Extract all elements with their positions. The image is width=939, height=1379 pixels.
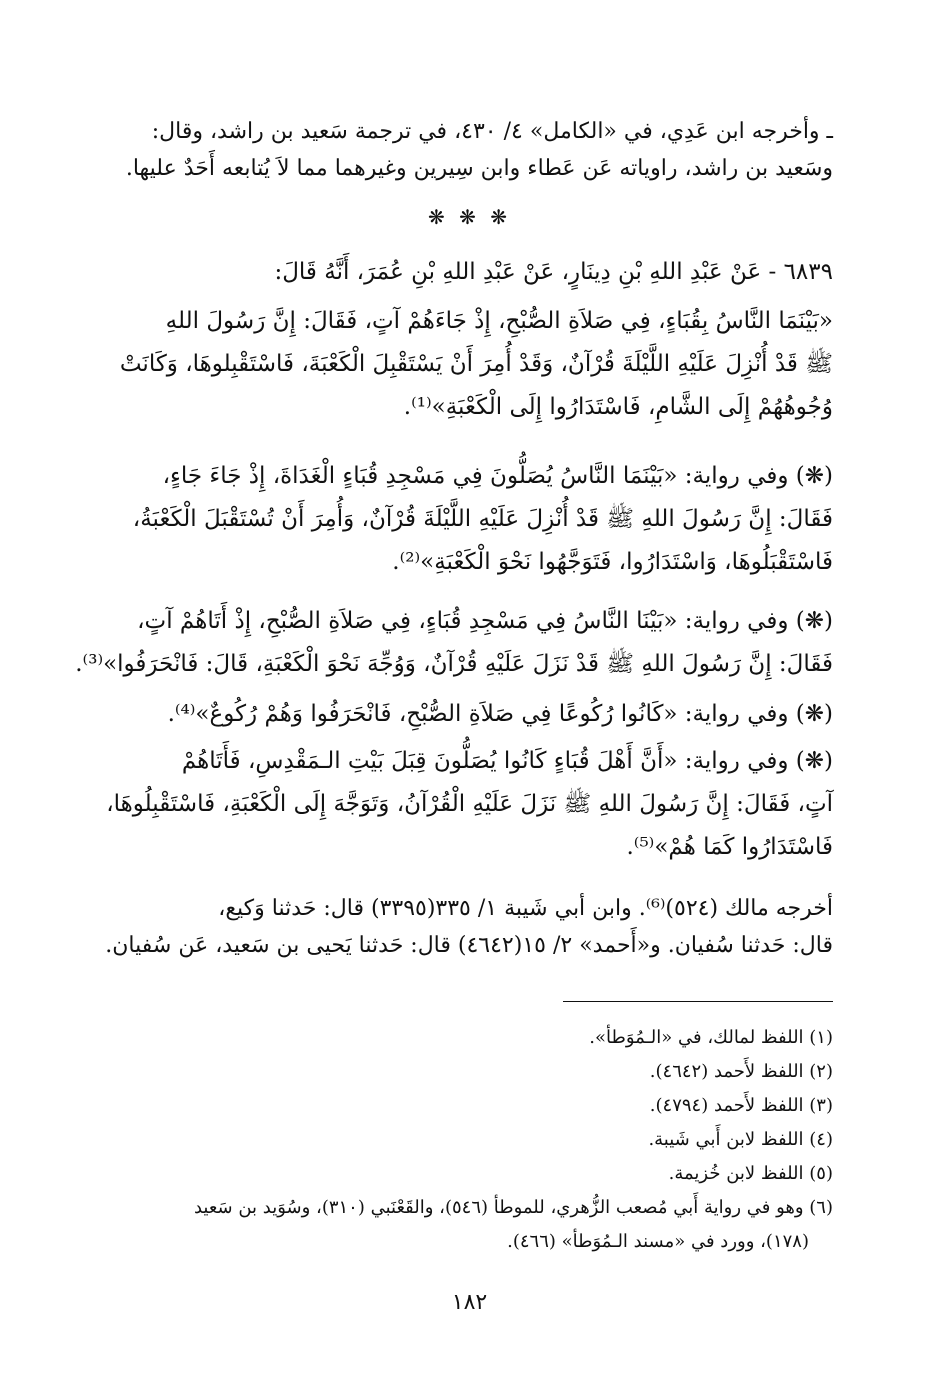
footnote-item: (١٧٨)، وورد في «مسند الـمُوَطأ» (٤٦٦).	[507, 1231, 809, 1252]
page-number: ١٨٢	[451, 1290, 488, 1315]
riwaya-line: فَقَالَ: إِنَّ رَسُولَ اللهِ ﷺ قَدْ نَزَلَ عَلَيْهِ قُرْآنٌ، وَوُجِّهَ نَحْوَ الْكَعْبَةِ، قَالَ: فَانْحَرَفُوا»⁽³⁾.	[75, 651, 833, 677]
hadith-main-line: «بَيْنَمَا النَّاسُ بِقُبَاءٍ، فِي صَلاَةِ الصُّبْحِ، إِذْ جَاءَهُمْ آتٍ، فَقَالَ: إِنَّ رَسُولَ اللهِ	[165, 308, 833, 334]
riwaya-line: (❋) وفي رواية: «كَانُوا رُكُوعًا فِي صَلاَةِ الصُّبْحِ، فَانْحَرَفُوا وَهُمْ رُكُوعٌ»⁽⁴⁾.	[167, 701, 833, 727]
footnote-divider	[563, 1001, 833, 1002]
hadith-main-text	[109, 300, 833, 429]
riwaya-line: (❋) وفي رواية: «بَيْنَمَا النَّاسُ يُصَلُّونَ فِي مَسْجِدِ قُبَاءٍ الْغَدَاةَ، إِذْ جَاءَ جَاءٍ،	[162, 463, 833, 489]
takhrij-line-1: أخرجه مالك (٥٢٤)⁽⁶⁾. وابن أبي شَيبة ١/ ٣٣٥(٣٣٩٥) قال: حَدثنا وَكيع،	[218, 896, 833, 921]
hadith-main-line: وُجُوهُهُمْ إِلَى الشَّامِ، فَاسْتَدَارُوا إِلَى الْكَعْبَةِ»⁽¹⁾.	[403, 394, 833, 420]
riwaya-line: آتٍ، فَقَالَ: إِنَّ رَسُولَ اللهِ ﷺ نَزَلَ عَلَيْهِ الْقُرْآنُ، وَتَوَجَّهَ إِلَى الْكَعْبَةِ، فَاسْتَقْبِلُوهَا،	[106, 791, 833, 817]
riwaya-line: (❋) وفي رواية: «بَيْنَا النَّاسُ فِي مَسْجِدِ قُبَاءٍ، فِي صَلاَةِ الصُّبْحِ، إِذْ أَتَاهُمْ آتٍ،	[137, 608, 833, 634]
footnote-item: (٦) وهو في رواية أَبي مُصعب الزُّهري، للموطأ (٥٤٦)، والقَعْنَبي (٣١٠)، وسُوَيد بن سَعيد	[193, 1197, 833, 1218]
footnote-item: (٤) اللفظ لابن أَبي شَيبة.	[648, 1129, 833, 1150]
riwaya-line: فَاسْتَدَارُوا كَمَا هُمْ»⁽⁵⁾.	[626, 834, 833, 860]
hadith-number-line: ٦٨٣٩ - عَنْ عَبْدِ اللهِ بْنِ دِينَارٍ، عَنْ عَبْدِ اللهِ بْنِ عُمَرَ، أَنَّهُ قَالَ:	[274, 259, 833, 285]
riwaya-line: فَقَالَ: إِنَّ رَسُولَ اللهِ ﷺ قَدْ أُنْزِلَ عَلَيْهِ اللَّيْلَةَ قُرْآنٌ، وَأُمِرَ أَنْ تُسْتَقْبَلَ الْكَعْبَةُ،	[132, 506, 833, 532]
takhrij-line-2: قال: حَدثنا سُفيان. و«أَحمد» ٢/ ١٥(٤٦٤٢) قال: حَدثنا يَحيى بن سَعيد، عَن سُفيان.	[105, 933, 833, 958]
riwaya-1	[109, 455, 833, 584]
footnote-item: (٥) اللفظ لابن خُزيمة.	[668, 1163, 833, 1184]
intro-line-2: وسَعيد بن راشد، راوياته عَن عَطاء وابن سِيرين وغيرهما مما لاَ يُتابعه أَحَدٌ عليها.	[125, 156, 833, 181]
hadith-heading	[109, 251, 833, 294]
footnote-item: (٢) اللفظ لأَحمد (٤٦٤٢).	[649, 1061, 833, 1082]
intro-line-1: ـ وأخرجه ابن عَدِي، في «الكامل» ٤/ ٤٣٠، في ترجمة سَعيد بن راشد، وقال:	[151, 119, 833, 144]
footnote-item: (٣) اللفظ لأَحمد (٤٧٩٤).	[649, 1095, 833, 1116]
riwaya-2	[75, 600, 833, 686]
hadith-main-line: ﷺ قَدْ أُنْزِلَ عَلَيْهِ اللَّيْلَةَ قُرْآنٌ، وَقَدْ أُمِرَ أَنْ يَسْتَقْبِلَ الْكَعْبَةَ، فَاسْتَقْبِلوهَا، وَكَانَتْ	[119, 351, 833, 377]
riwaya-4	[106, 740, 833, 869]
riwaya-line: فَاسْتَقْبَلُوهَا، وَاسْتَدَارُوا، فَتَوَجَّهُوا نَحْوَ الْكَعْبَةِ»⁽²⁾.	[392, 549, 833, 575]
footnote-item: (١) اللفظ لمالك، في «الـمُوَطأ».	[589, 1027, 833, 1048]
footnotes	[109, 1021, 833, 1259]
riwaya-3	[109, 693, 833, 736]
section-separator: ❋ ❋ ❋	[428, 205, 511, 229]
riwaya-line: (❋) وفي رواية: «أَنَّ أَهْلَ قُبَاءٍ كَانُوا يُصَلُّونَ قِبَلَ بَيْتِ الـمَقْدِسِ، فَأَتَاهُمْ	[181, 748, 833, 774]
takhrij-paragraph	[105, 890, 833, 964]
intro-paragraph	[109, 113, 833, 187]
